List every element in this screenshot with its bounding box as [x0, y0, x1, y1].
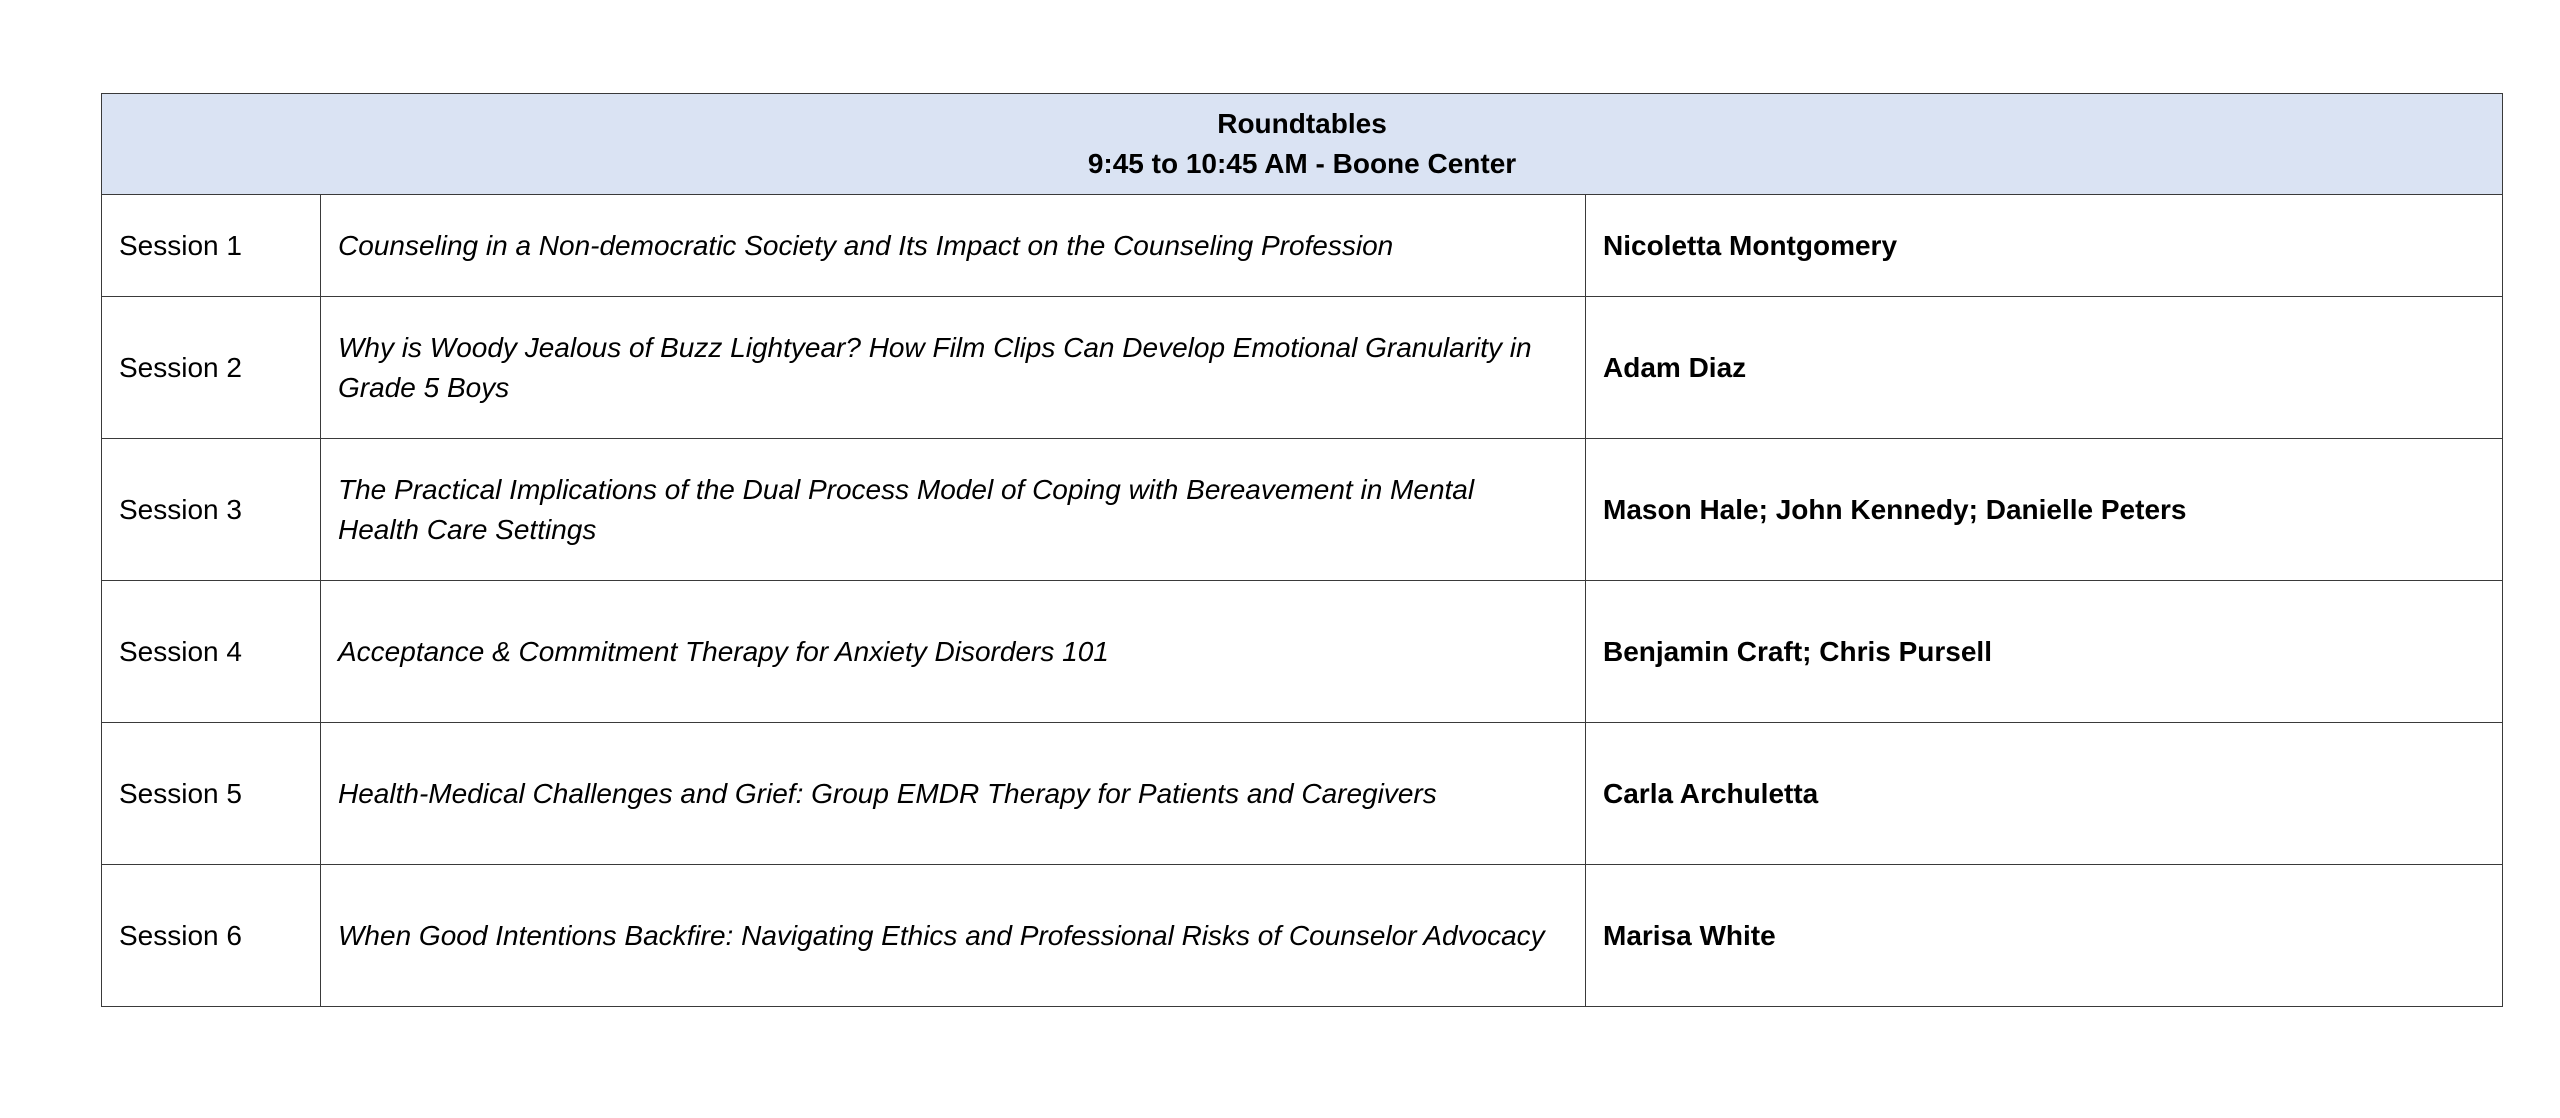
- table-row: [102, 723, 2503, 865]
- session-label: Session 3: [102, 439, 321, 581]
- session-label: Session 5: [102, 723, 321, 865]
- table-row: [102, 865, 2503, 1007]
- roundtables-schedule-table: [101, 93, 2503, 1007]
- session-presenters: Adam Diaz: [1586, 297, 2503, 439]
- header-subtitle: 9:45 to 10:45 AM - Boone Center: [1087, 148, 1517, 179]
- session-title: Why is Woody Jealous of Buzz Lightyear? How Film Clips Can Develop Emotional Granularity in Grade 5 Boys: [321, 297, 1586, 439]
- session-label: Session 1: [102, 195, 321, 297]
- session-presenters: Marisa White: [1586, 865, 2503, 1007]
- table-header: [102, 94, 2503, 195]
- session-label: Session 4: [102, 581, 321, 723]
- session-title: Health-Medical Challenges and Grief: Group EMDR Therapy for Patients and Caregivers: [321, 723, 1586, 865]
- header-title: Roundtables: [1217, 108, 1387, 139]
- session-title: Acceptance & Commitment Therapy for Anxiety Disorders 101: [321, 581, 1586, 723]
- session-presenters: Benjamin Craft; Chris Pursell: [1586, 581, 2503, 723]
- table-row: [102, 195, 2503, 297]
- session-presenters: Carla Archuletta: [1586, 723, 2503, 865]
- session-title: The Practical Implications of the Dual Process Model of Coping with Bereavement in Mental Health Care Settings: [321, 439, 1586, 581]
- session-title: Counseling in a Non-democratic Society and Its Impact on the Counseling Profession: [321, 195, 1586, 297]
- session-label: Session 6: [102, 865, 321, 1007]
- session-label: Session 2: [102, 297, 321, 439]
- table-header-row: [102, 94, 2503, 195]
- session-presenters: Mason Hale; John Kennedy; Danielle Peters: [1586, 439, 2503, 581]
- session-title: When Good Intentions Backfire: Navigating Ethics and Professional Risks of Counselor Advocacy: [321, 865, 1586, 1007]
- table-row: [102, 297, 2503, 439]
- table-row: [102, 439, 2503, 581]
- session-presenters: Nicoletta Montgomery: [1586, 195, 2503, 297]
- table-row: [102, 581, 2503, 723]
